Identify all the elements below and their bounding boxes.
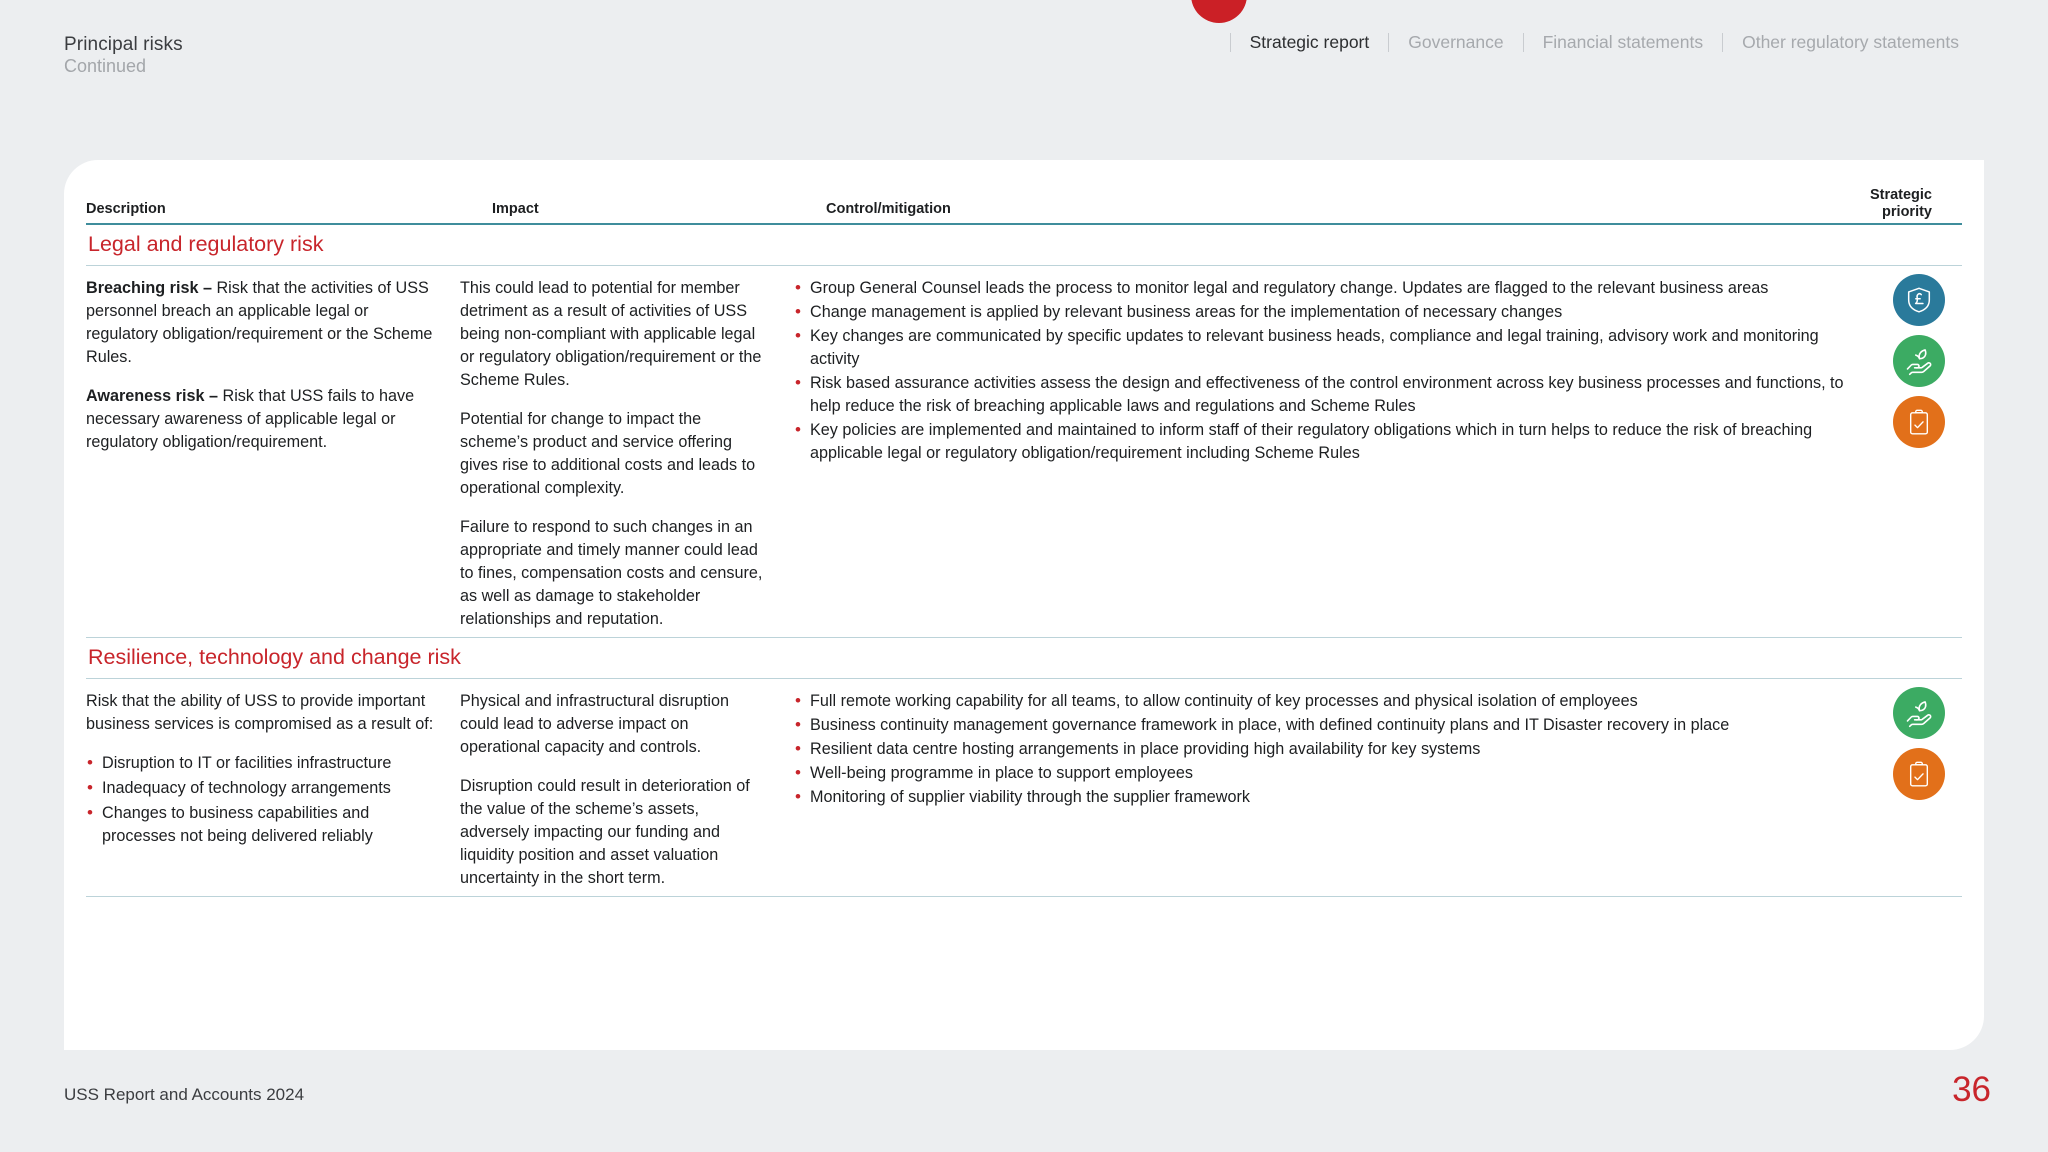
hand-leaf-icon xyxy=(1893,335,1945,387)
control-bullet-item: • Resilient data centre hosting arrangements in place providing high availability for key systems xyxy=(794,738,1852,761)
page-header xyxy=(0,0,2048,110)
section-rule-bottom xyxy=(86,896,1962,897)
nav-item-governance[interactable]: Governance xyxy=(1388,33,1522,52)
hand-leaf-icon xyxy=(1903,697,1935,729)
description-text: Risk that the activities of USS personnel breach an applicable legal or regulatory obligation/requirement or the Scheme Rules. xyxy=(86,278,433,366)
table-header-row xyxy=(86,185,1962,223)
risk-table-card xyxy=(64,160,1984,1050)
control-bullet-item: • Risk based assurance activities assess the design and effectiveness of the control environment across key business processes and functions, to help reduce the risk of breaching applicable laws and regulations and Scheme Rules xyxy=(794,372,1852,418)
hand-leaf-icon xyxy=(1903,345,1935,377)
description-paragraph xyxy=(86,385,436,454)
cell-impact xyxy=(460,690,794,890)
description-bullet-item: • Changes to business capabilities and processes not being delivered reliably xyxy=(86,802,436,848)
control-bullet-item: • Group General Counsel leads the process to monitor legal and regulatory change. Updates are flagged to the relevant business areas xyxy=(794,277,1852,300)
impact-paragraph: This could lead to potential for member detriment as a result of activities of USS being non-compliant with applicable legal or regulatory obligation/requirement or the Scheme Rules. xyxy=(460,278,762,389)
column-header-strategic-priority xyxy=(1870,187,1932,221)
description-paragraph xyxy=(86,277,436,369)
control-bullet-item: • Key changes are communicated by specific updates to relevant business heads, compliance and legal training, advisory work and monitoring activity xyxy=(794,325,1852,371)
description-bullet-list xyxy=(86,752,436,848)
description-paragraph xyxy=(86,690,436,736)
page-subtitle: Continued xyxy=(64,56,147,77)
hand-leaf-icon xyxy=(1893,687,1945,739)
page-number: 36 xyxy=(1952,1070,1991,1109)
description-lead: Breaching risk – xyxy=(86,278,217,297)
control-bullet-item: • Key policies are implemented and maintained to inform staff of their regulatory obligations which in turn helps to reduce the risk of breaching applicable legal or regulatory obligation/requirement including Scheme Rules xyxy=(794,419,1852,465)
risk-section-title: Resilience, technology and change risk xyxy=(88,644,461,669)
column-header-control: Control/mitigation xyxy=(826,201,951,217)
control-bullet-item: • Well-being programme in place to support employees xyxy=(794,762,1852,785)
cell-strategic-priority xyxy=(1876,274,1962,448)
nav-item-other-regulatory-statements[interactable]: Other regulatory statements xyxy=(1722,33,1978,52)
column-header-impact: Impact xyxy=(492,201,539,217)
control-bullet-item: • Full remote working capability for all teams, to allow continuity of key processes and physical isolation of employees xyxy=(794,690,1852,713)
description-text: Risk that the ability of USS to provide important business services is compromised as a result of: xyxy=(86,691,434,733)
cell-control-mitigation xyxy=(794,277,1962,631)
cell-strategic-priority xyxy=(1876,687,1962,800)
cell-description xyxy=(86,277,460,631)
clipboard-check-icon xyxy=(1905,759,1933,789)
clipboard-check-icon xyxy=(1905,407,1933,437)
description-bullet-item: • Inadequacy of technology arrangements xyxy=(86,777,436,800)
risk-section-title: Legal and regulatory risk xyxy=(88,232,324,256)
clipboard-check-icon xyxy=(1893,396,1945,448)
nav-item-strategic-report[interactable]: Strategic report xyxy=(1230,33,1389,52)
nav-item-financial-statements[interactable]: Financial statements xyxy=(1523,33,1723,52)
impact-paragraph: Failure to respond to such changes in an appropriate and timely manner could lead to fines, compensation costs and censure, as well as damage to stakeholder relationships and reputation. xyxy=(460,517,763,628)
risk-row xyxy=(86,266,1962,637)
column-header-strategic-priority-line2: priority xyxy=(1882,204,1932,221)
section-nav xyxy=(1230,33,1978,52)
risk-sections xyxy=(86,225,1962,897)
page-title: Principal risks xyxy=(64,34,183,55)
risk-table xyxy=(86,185,1962,897)
control-bullet-item: • Change management is applied by relevant business areas for the implementation of necessary changes xyxy=(794,301,1852,324)
shield-pound-icon xyxy=(1904,285,1934,315)
control-bullet-item: • Monitoring of supplier viability through the supplier framework xyxy=(794,786,1852,809)
description-bullet-item: • Disruption to IT or facilities infrastructure xyxy=(86,752,436,775)
shield-pound-icon xyxy=(1893,274,1945,326)
impact-paragraph: Potential for change to impact the scheme’s product and service offering gives rise to additional costs and leads to operational complexity. xyxy=(460,409,756,497)
impact-paragraph: Physical and infrastructural disruption could lead to adverse impact on operational capacity and controls. xyxy=(460,691,730,756)
clipboard-check-icon xyxy=(1893,748,1945,800)
cell-control-mitigation xyxy=(794,690,1962,890)
cell-description xyxy=(86,690,460,890)
risk-row xyxy=(86,679,1962,896)
cell-impact xyxy=(460,277,794,631)
column-header-description: Description xyxy=(86,201,166,217)
footer-report-name: USS Report and Accounts 2024 xyxy=(64,1085,305,1104)
brand-dot-icon xyxy=(1191,0,1247,23)
control-bullet-item: • Business continuity management governance framework in place, with defined continuity plans and IT Disaster recovery in place xyxy=(794,714,1852,737)
impact-paragraph: Disruption could result in deterioration of the value of the scheme’s assets, adversely impacting our funding and liquidity position and asset valuation uncertainty in the short term. xyxy=(460,776,750,887)
column-header-strategic-priority-line1: Strategic xyxy=(1869,187,1932,204)
document-title-block xyxy=(64,34,183,76)
description-text: Risk that USS fails to have necessary awareness of applicable legal or regulatory obligation/requirement. xyxy=(86,386,415,451)
control-bullet-list xyxy=(794,277,1852,465)
control-bullet-list xyxy=(794,690,1852,809)
description-lead: Awareness risk – xyxy=(86,386,223,405)
